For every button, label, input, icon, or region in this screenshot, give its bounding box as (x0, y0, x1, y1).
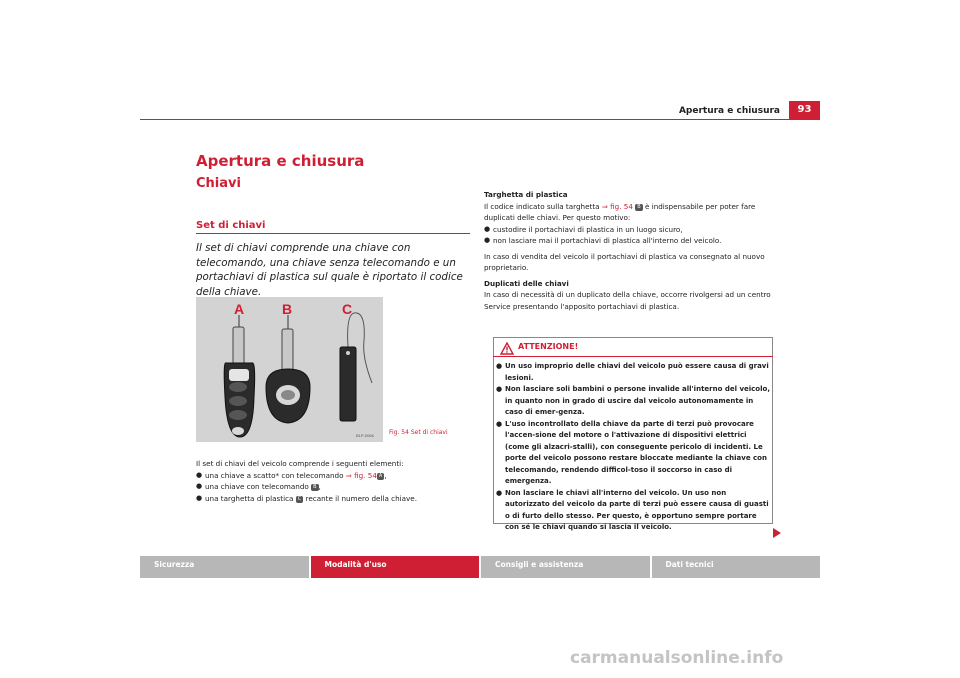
header-rule (140, 119, 820, 120)
bullet-icon: ● (484, 236, 491, 244)
flip-key-a (224, 315, 254, 437)
figure-label-a: A (234, 301, 245, 317)
callout-badge: B (313, 484, 317, 490)
callout-badge: C (297, 495, 302, 502)
warning-item: ● Non lasciare le chiavi all'interno del veicolo. Un uso non autorizzato del veicolo da parte di terzi può essere causa di guasti o di furto dello stesso. Per questo, è opportuno sempre portare con sé le chiavi quando si lascia il veicolo. (496, 488, 769, 531)
tag-item: ● custodire il portachiavi di plastica in un luogo sicuro, (484, 224, 683, 234)
bullet-icon: ● (196, 482, 203, 490)
running-header: Apertura e chiusura (678, 106, 780, 116)
tab-modalita-duso[interactable]: Modalità d'uso (311, 556, 480, 578)
figure-label-b: B (282, 301, 293, 317)
bullet-icon: ● (196, 493, 203, 502)
figure-link[interactable]: ⇒ fig. 54 (601, 201, 633, 211)
plain-key-b (266, 315, 310, 423)
tag-paragraph: Il codice indicato sulla targhetta ⇒ fig. 54 B è indispensabile per poter fare duplicati delle chiavi. Per questo motivo: (484, 201, 756, 222)
section-title: Chiavi (196, 176, 241, 191)
tab-dati-tecnici[interactable]: Dati tecnici (652, 556, 821, 578)
warning-title: ATTENZIONE! (518, 342, 579, 351)
warning-list (496, 361, 772, 534)
keyset-item: ● una chiave con telecomando B , (196, 482, 321, 491)
keys-figure (196, 297, 383, 442)
tab-consigli-assistenza[interactable]: Consigli e assistenza (481, 556, 650, 578)
callout-badge: A (378, 472, 383, 479)
right-text-column (484, 189, 774, 312)
keyset-item: ● una targhetta di plastica C recante il numero della chiave. (196, 493, 418, 503)
bullet-icon: ● (484, 224, 491, 233)
tag-item: ● non lasciare mai il portachiavi di plastica all'interno del veicolo. (484, 236, 722, 245)
tag-title: Targhetta di plastica (484, 190, 568, 199)
warning-item: ● Un uso improprio delle chiavi del veicolo può essere causa di gravi lesioni. (496, 362, 769, 382)
footer-nav (140, 556, 820, 578)
callout-badge: B (637, 203, 641, 210)
warning-triangle-icon (500, 340, 514, 359)
keys-illustration (196, 297, 383, 442)
figure-link[interactable]: ⇒ fig. 54 (345, 470, 377, 480)
bullet-icon: ● (196, 470, 203, 479)
chapter-title: Apertura e chiusura (196, 152, 365, 170)
keyset-item: ● una chiave a scatto* con telecomando ⇒ fig. 54 A , (196, 470, 387, 480)
bullet-icon: ● (496, 362, 503, 370)
figure-code: B1P-0066 (356, 433, 374, 438)
continue-arrow-icon[interactable] (773, 528, 781, 538)
duplicates-title: Duplicati delle chiavi (484, 278, 569, 288)
keyset-list-column (196, 458, 471, 504)
figure-caption: Fig. 54 Set di chiavi (389, 429, 448, 436)
warning-item: ● L'uso incontrollato della chiave da parte di terzi può provocare l'accen-sione del motore o l'attivazione di dispositivi elettrici (come gli alzacri-stalli), con conseguente pericolo di incidenti. Le porte del veicolo possono restare bloccate mediante la chiave con telecomando, rendendo difficol-toso il soccorso in caso di emergenza. (496, 419, 767, 485)
bullet-icon: ● (496, 385, 503, 393)
bullet-icon: ● (496, 488, 503, 497)
bullet-icon: ● (496, 419, 503, 428)
subsection-title: Set di chiavi (196, 220, 266, 231)
subsection-rule (196, 233, 470, 234)
tab-sicurezza[interactable]: Sicurezza (140, 556, 309, 578)
figure-label-c: C (342, 301, 353, 317)
duplicates-paragraph: In caso di necessità di un duplicato della chiave, occorre rivolgersi ad un centro Service presentando l'apposito portachiavi di plastica. (484, 290, 771, 311)
intro-paragraph: Il set di chiavi comprende una chiave con telecomando, una chiave senza telecomando e un portachiavi di plastica sul quale è riportato il codice della chiave. (196, 242, 463, 298)
keyset-lead: Il set di chiavi del veicolo comprende i seguenti elementi: (196, 459, 404, 468)
sale-paragraph: In caso di vendita del veicolo il portachiavi di plastica va consegnato al nuovo proprietario. (484, 251, 765, 272)
page-number: 93 (789, 101, 820, 119)
warning-item: ● Non lasciare soli bambini o persone invalide all'interno del veicolo, in quanto non in grado di uscire dal veicolo autonomamente in caso di emer-genza. (496, 385, 770, 416)
plastic-tag-c (340, 313, 372, 421)
watermark: carmanualsonline.info (570, 648, 784, 668)
